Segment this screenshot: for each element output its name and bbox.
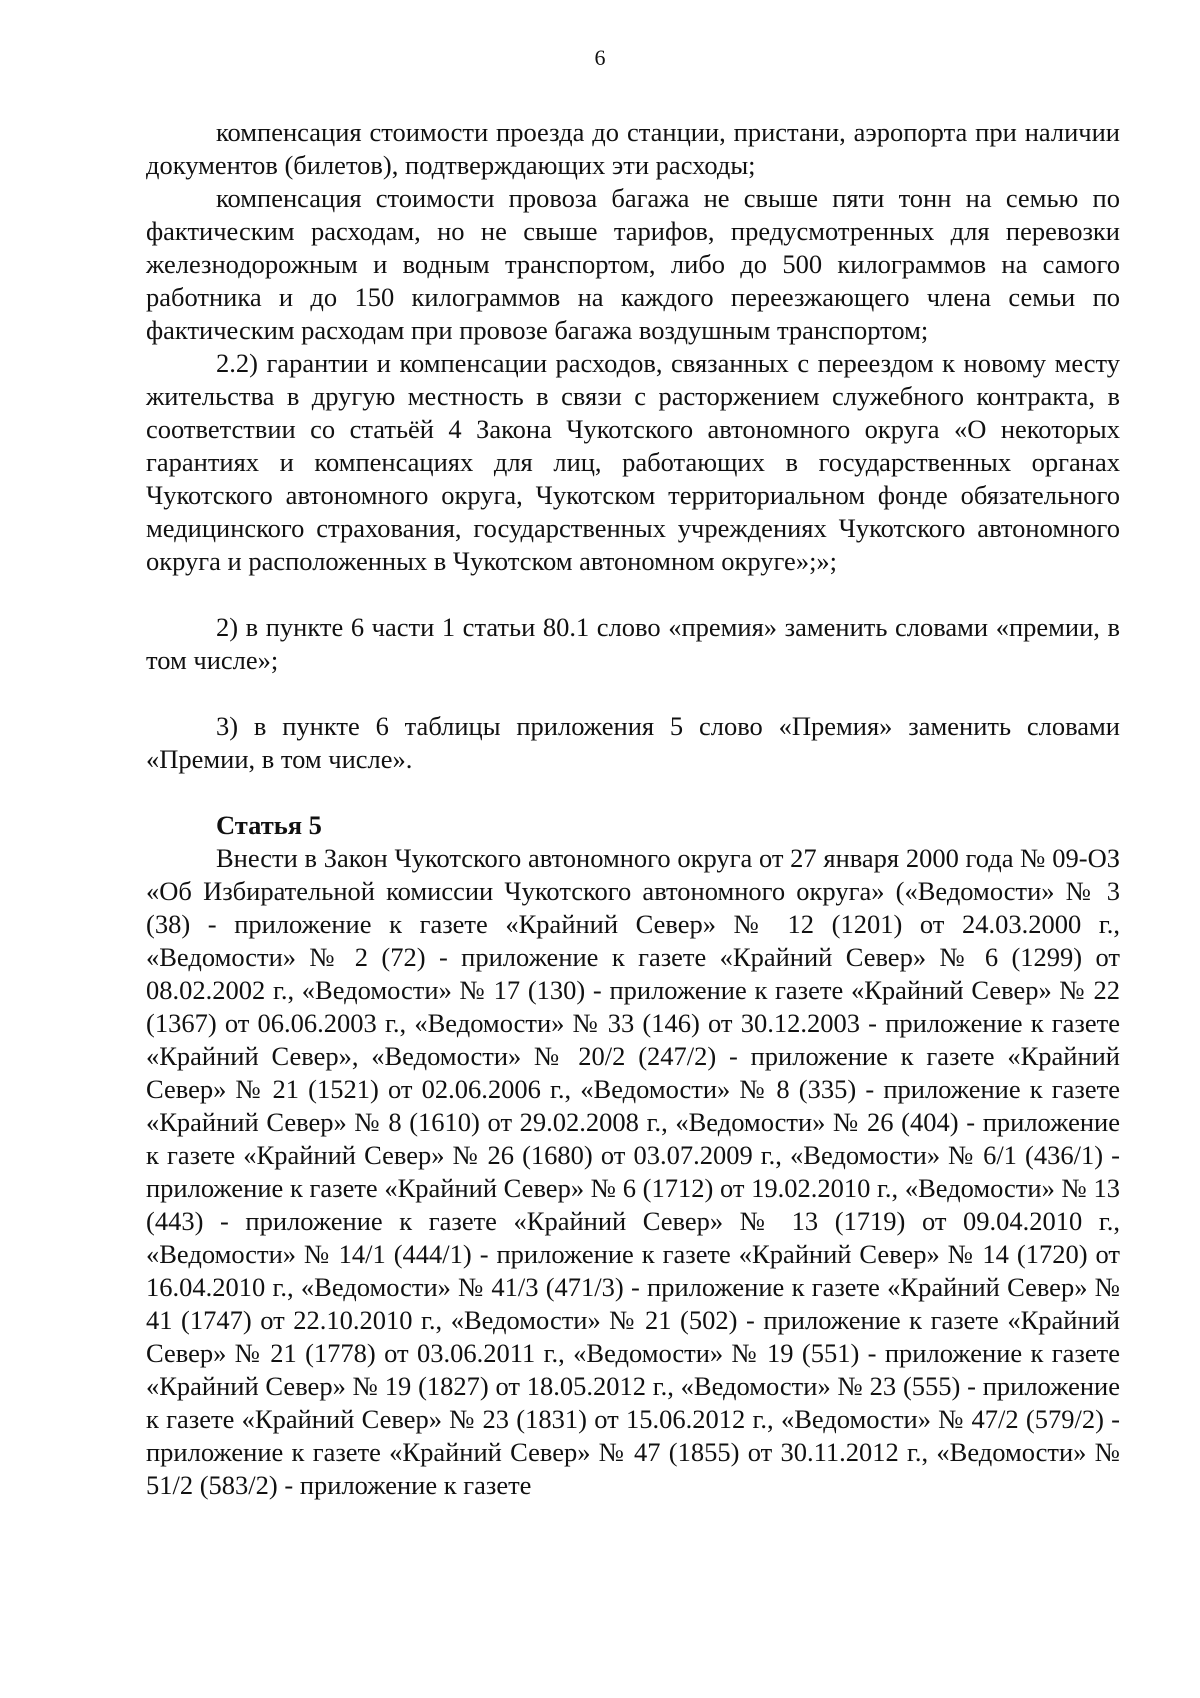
paragraph-item-3: 3) в пункте 6 таблицы приложения 5 слово «Премия» заменить словами «Премии, в том числе». bbox=[146, 711, 1120, 774]
spacer bbox=[146, 776, 1120, 809]
paragraph-item-2-2: 2.2) гарантии и компенсации расходов, связанных с переездом к новому месту жительства в другую местность в связи с расторжением служебного контракта, в соответствии со статьёй 4 Закона Чукотского автономного округа «О некоторых гарантиях и компенсациях для лиц, работающих в государственных органах Чукотского автономного округа, Чукотском территориальном фонде обязательного медицинского страхования, государственных учреждениях Чукотского автономного округа и расположенных в Чукотском автономном округе»;»; bbox=[146, 348, 1120, 576]
article-5-text: Внести в Закон Чукотского автономного округа от 27 января 2000 года № 09-ОЗ «Об Избирательной комиссии Чукотского автономного округа» («Ведомости» № 3 (38) - приложение к газете «Крайний Север» № 12 (1201) от 24.03.2000 г., «Ведомости» № 2 (72) - приложение к газете «Крайний Север» № 6 (1299) от 08.02.2002 г., «Ведомости» № 17 (130) - приложение к газете «Крайний Север» № 22 (1367) от 06.06.2003 г., «Ведомости» № 33 (146) от 30.12.2003 - приложение к газете «Крайний Север», «Ведомости» № 20/2 (247/2) - приложение к газете «Крайний Север» № 21 (1521) от 02.06.2006 г., «Ведомости» № 8 (335) - приложение к газете «Крайний Север» № 8 (1610) от 29.02.2008 г., «Ведомости» № 26 (404) - приложение к газете «Крайний Север» № 26 (1680) от 03.07.2009 г., «Ведомости» № 6/1 (436/1) - приложение к газете «Крайний Север» № 6 (1712) от 19.02.2010 г., «Ведомости» № 13 (443) - приложение к газете «Крайний Север» № 13 (1719) от 09.04.2010 г., «Ведомости» № 14/1 (444/1) - приложение к газете «Крайний Север» № 14 (1720) от 16.04.2010 г., «Ведомости» № 41/3 (471/3) - приложение к газете «Крайний Север» № 41 (1747) от 22.10.2010 г., «Ведомости» № 21 (502) - приложение к газете «Крайний Север» № 21 (1778) от 03.06.2011 г., «Ведомости» № 19 (551) - приложение к газете «Крайний Север» № 19 (1827) от 18.05.2012 г., «Ведомости» № 23 (555) - приложение к газете «Крайний Север» № 23 (1831) от 15.06.2012 г., «Ведомости» № 47/2 (579/2) - приложение к газете «Крайний Север» № 47 (1855) от 30.11.2012 г., «Ведомости» № 51/2 (583/2) - приложение к газете bbox=[146, 843, 1120, 1500]
paragraph-item-2: 2) в пункте 6 части 1 статьи 80.1 слово «премия» заменить словами «премии, в том числе»; bbox=[146, 612, 1120, 675]
paragraph-travel-compensation: компенсация стоимости проезда до станции, пристани, аэропорта при наличии документов (билетов), подтверждающих эти расходы; bbox=[146, 117, 1120, 180]
spacer bbox=[146, 677, 1120, 710]
page-number: 6 bbox=[594, 45, 606, 70]
article-heading: Статья 5 bbox=[216, 810, 322, 840]
paragraph-baggage-compensation: компенсация стоимости провоза багажа не свыше пяти тонн на семью по фактическим расходам, но не свыше тарифов, предусмотренных для перевозки железнодорожным и водным транспортом, либо до 500 килограммов на самого работника и до 150 килограммов на каждого переезжающего члена семьи по фактическим расходам при провозе багажа воздушным транспортом; bbox=[146, 183, 1120, 345]
document-body bbox=[146, 116, 1120, 1502]
spacer bbox=[146, 578, 1120, 611]
